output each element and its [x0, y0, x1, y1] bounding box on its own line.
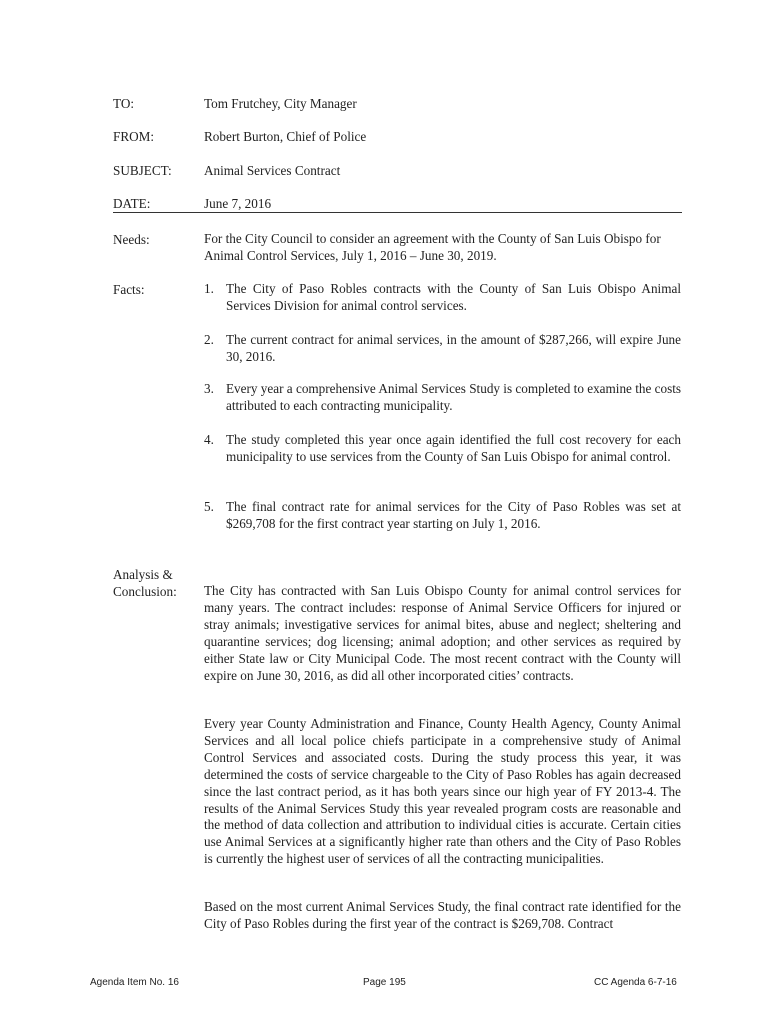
header-divider	[113, 212, 682, 213]
fact-number: 3.	[204, 381, 214, 396]
footer-page-number: Page 195	[363, 977, 406, 988]
needs-text: For the City Council to consider an agreement with the County of San Luis Obispo for Animal Control Services, July 1, 2016 – June 30, 2019.	[204, 231, 661, 263]
facts-label: Facts:	[113, 282, 145, 297]
date-value: June 7, 2016	[204, 196, 272, 211]
fact-text: The study completed this year once again identified the full cost recovery for each municipality to use services from the County of San Luis Obispo for animal control.	[226, 432, 681, 464]
analysis-paragraph: The City has contracted with San Luis Obispo County for animal control services for many years. The contract includes: response of Animal Service Officers for injured or stray animals; investigative services for animal bites, abuse and neglect; sheltering and quarantine services; dog licensing; animal adoption; and other services as required by either State law or City Municipal Code. The most recent contract with the County will expire on June 30, 2016, as did all other incorporated cities’ contracts.	[204, 583, 681, 683]
fact-text: The City of Paso Robles contracts with the County of San Luis Obispo Animal Services Division for animal control services.	[226, 281, 681, 313]
fact-number: 2.	[204, 332, 214, 347]
fact-item	[204, 381, 681, 415]
to-label: TO:	[113, 96, 135, 111]
analysis-label: Analysis &	[113, 567, 173, 582]
fact-text: The current contract for animal services, in the amount of $287,266, will expire June 30, 2016.	[226, 332, 681, 364]
needs-label: Needs:	[113, 232, 150, 247]
from-label: FROM:	[113, 129, 155, 144]
date-label: DATE:	[113, 196, 151, 211]
analysis-paragraph: Based on the most current Animal Services Study, the final contract rate identified for the City of Paso Robles during the first year of the contract is $269,708. Contract	[204, 899, 681, 931]
analysis-paragraph: Every year County Administration and Finance, County Health Agency, County Animal Services and all local police chiefs participate in a comprehensive study of Animal Control Services and associated costs. During the study process this year, it was determined the costs of service chargeable to the City of Paso Robles has again decreased since the last contract period, as it has both years since our high year of FY 2013-4. The results of the Animal Services Study this year revealed program costs are reasonable and the method of data collection and attribution to individual cities is accurate. Certain cities use Animal Services at a significantly higher rate than others and the City of Paso Robles is currently the highest user of services of all the contracting municipalities.	[204, 716, 681, 867]
fact-item	[204, 432, 681, 466]
from-value: Robert Burton, Chief of Police	[204, 129, 367, 144]
subject-value: Animal Services Contract	[204, 163, 341, 178]
fact-number: 5.	[204, 499, 214, 514]
to-value: Tom Frutchey, City Manager	[204, 96, 357, 111]
fact-item	[204, 332, 681, 366]
footer-agenda-item: Agenda Item No. 16	[90, 977, 179, 988]
subject-label: SUBJECT:	[113, 163, 172, 178]
fact-text: The final contract rate for animal services for the City of Paso Robles was set at $269,708 for the first contract year starting on July 1, 2016.	[226, 499, 681, 531]
fact-number: 1.	[204, 281, 214, 296]
conclusion-label: Conclusion:	[113, 584, 177, 599]
fact-text: Every year a comprehensive Animal Services Study is completed to examine the costs attributed to each contracting municipality.	[226, 381, 681, 413]
fact-number: 4.	[204, 432, 214, 447]
footer-cc-agenda: CC Agenda 6-7-16	[594, 977, 677, 988]
fact-item	[204, 499, 681, 533]
fact-item	[204, 281, 681, 315]
